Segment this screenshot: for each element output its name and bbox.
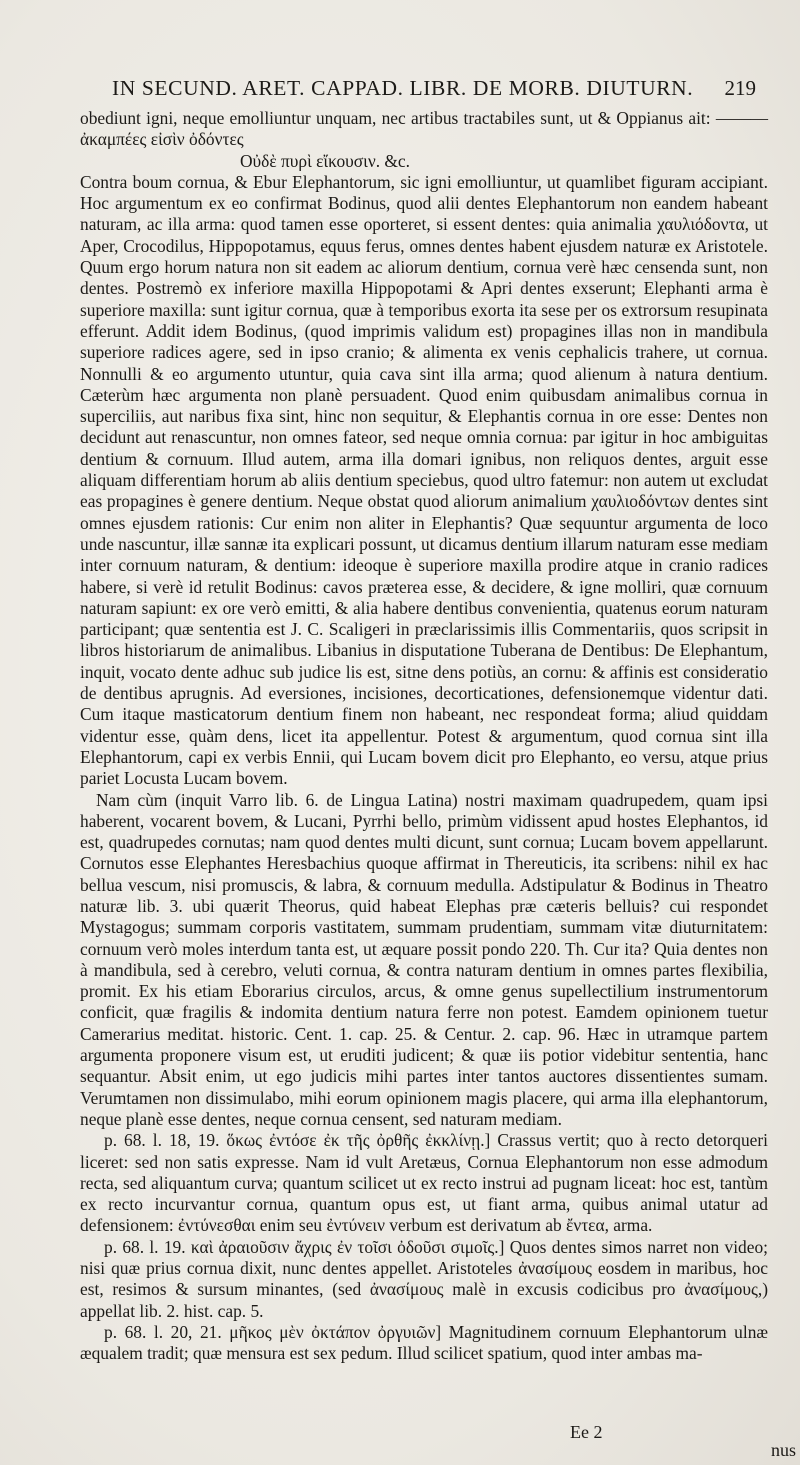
catchword: nus [770, 1440, 796, 1460]
verse-quotation: Οὐδὲ πυρὶ εἴκουσιν. &c. [240, 150, 410, 171]
signature-mark: Ee 2 [570, 1422, 603, 1442]
paragraph-2: Contra boum cornua, & Ebur Elephantorum, sic igni emolliuntur, ut quamlibet figuram accipiant. Hoc argumentum ex eo confirmat Bodinus, quod alii dentes Elephantorum non eandem habeant naturam, ac illa arma: quod tamen esse oporteret, si essent dentes: quia animalia χαυλιόδοντα, ut Aper, Crocodilus, Hippopotamus, equus ferus, omnes dentes habent ejusdem naturæ ex Aristotele. Quum ergo horum natura non sit eadem ac aliorum dentium, cornua verè hæc censenda sunt, non dentes. Postremò ex inferiore maxilla Hippopotami & Apri dentes exserunt; Elephanti arma è superiore maxilla: sunt igitur cornua, quæ à temporibus exorta ita sese per os extrorsum resupinata efferunt. Addit idem Bodinus, (quod imprimis validum est) propagines illas non in mandibula superiore radices agere, sed in ipso cranio; & alimenta ex venis cephalicis trahere, ut cornua. Nonnulli & eo argumento utuntur, quia cava sint illa arma; quod alienum à natura dentium. Cæterùm hæc argumenta non planè persuadent. Quod enim quibusdam animalibus cornua in superciliis, aut naribus fixa sint, hinc non sequitur, & Elephantis cornua in ore esse: Dentes non decidunt aut renascuntur, non omnes fateor, sed neque omnia cornua: par igitur in hoc ambiguitas dentium & cornuum. Illud autem, arma illa domari ignibus, non reliquos dentes, arguit esse aliquam differentiam horum ab aliis dentium speciebus, quod ultro fatemur: non autem ut excludat eas propagines è genere dentium. Neque obstat quod aliorum animalium χαυλιοδόντων dentes sint omnes ejusdem rationis: Cur enim non aliter in Elephantis? Quæ sequuntur argumenta de loco unde nascuntur, illæ sannæ ita explicari possunt, ut dicamus dentium illarum naturam esse mediam inter cornuum naturam, & dentium: ideoque è superiore maxilla prodire atque in cranio radices habere, si verè id retulit Bodinus: cavos præterea esse, & decidere, & igne molliri, quæ cornuum naturam sapiunt: ex ore verò emitti, & alia habere dentibus convenientia, quatenus eorum naturam participant; quæ sententia est J. C. Scaligeri in præclarissimis illis Commentariis, quos scripsit in libros historiarum de animalibus. Libanius in disputatione Tuberana de Dentibus: De Elephantum, inquit, vocato dente adhuc sub judice lis est, sitne dens potiùs, an cornu: & affinis est consideratio de dentibus aprugnis. Ad eversiones, incisiones, decorticationes, defensionemque videntur dati. Cum itaque masticatorum dentium finem non habeant, nec respondeat forma; aliud quiddam videntur esse, quàm dens, licet ita appellentur. Potest & argumentum, quod cornua sint illa Elephantorum, capi ex verbis Ennii, qui Lucam bovem dicit pro Elephanto, eo versu, atque prius pariet Locusta Lucam bovem. [80, 171, 768, 789]
note-p68-l18: p. 68. l. 18, 19. ὅκως ἐντόσε ἐκ τῆς ὀρθῆς ἐκκλίνῃ.] Crassus vertit; quo à recto detorqueri liceret: sed non satis expresse. Nam id vult Aretæus, Cornua Elephantorum non esse admodum recta, sed aliquantum curva; quantum scilicet ut ex recto instrui ad pugnam liceat: hoc est, tantùm ex recto incurvantur cornua, quantum opus est, ut fiant arma, quibus animal utatur ad defensionem: ἐντύνεσθαι enim seu ἐντύνειν verbum est derivatum ab ἔντεα, arma. [80, 1130, 768, 1236]
note-p68-l20: p. 68. l. 20, 21. μῆκος μὲν ὀκτάπον ὀργυιῶν] Magnitudinem cornuum Elephantorum ulnæ æqualem tradit; quæ mensura est sex pedum. Illud scilicet spatium, quod inter ambas ma- [80, 1321, 768, 1364]
running-head: IN SECUND. ARET. CAPPAD. LIBR. DE MORB. DIUTURN. [112, 76, 694, 100]
page-footer [80, 1422, 796, 1462]
note-p68-l19: p. 68. l. 19. καὶ ἀραιοῦσιν ἄχρις ἐν τοῖσι ὀδοῦσι σιμοῖς.] Quos dentes simos narret non video; nisi quæ prius cornua dixit, nunc dentes appellet. Aristoteles ἀνασίμους eosdem in maribus, hoc est, resimos & sursum minantes, (sed ἀνασίμους malè in excusis codicibus pro ἀνασίμους,) appellat lib. 2. hist. cap. 5. [80, 1236, 768, 1321]
page-number: 219 [724, 76, 756, 100]
page-header [112, 76, 760, 106]
paragraph-1: obediunt igni, neque emolliuntur unquam, nec artibus tractabiles sunt, ut & Oppianus ait: ——— ἀκαμπέες εἰσὶν ὀδόντες [80, 108, 768, 150]
paragraph-3: Nam cùm (inquit Varro lib. 6. de Lingua Latina) nostri maximam quadrupedem, quam ipsi haberent, vocarent bovem, & Lucani, Pyrrhi bello, primùm vidissent apud hostes Elephantos, id est, quadrupedes cornutas; nam quod dentes multi dicunt, sunt cornua; Lucam bovem appellarunt. Cornutos esse Elephantes Heresbachius quoque affirmat in Thereuticis, ita scribens: nihil ex hac bellua vescum, nisi promuscis, & labra, & cornuum medulla. Adstipulatur & Bodinus in Theatro naturæ lib. 3. ubi quærit Theorus, quid habeat Elephas præ cæteris belluis? cui respondet Mystagogus; summam corporis vastitatem, summam prudentiam, summam vitæ diuturnitatem: cornuum verò moles interdum tanta est, ut æquare possit pondo 220. Th. Cur ita? Quia dentes non à mandibula, sed à cerebro, veluti cornua, & contra naturam dentium in omnes partes flexibilia, promit. Ex his etiam Eborarius circulos, arcus, & omne genus supellectilium instrumentorum conficit, quæ fragilis & indomita dentium natura ferre non potest. Eamdem opinionem tuetur Camerarius meditat. historic. Cent. 1. cap. 25. & Centur. 2. cap. 96. Hæc in utramque partem argumenta proponere visum est, ut eruditi judicent; & quæ iis potior videbitur sententia, hanc sequantur. Absit enim, ut ego judicis mihi partes inter tantos auctores dissentientes sumam. Verumtamen non dissimulabo, mihi eorum opinionem magis placere, qui arma illa elephantorum, neque planè esse dentes, neque cornua censent, sed naturam mediam. [80, 789, 768, 1129]
body-text [80, 108, 768, 1365]
